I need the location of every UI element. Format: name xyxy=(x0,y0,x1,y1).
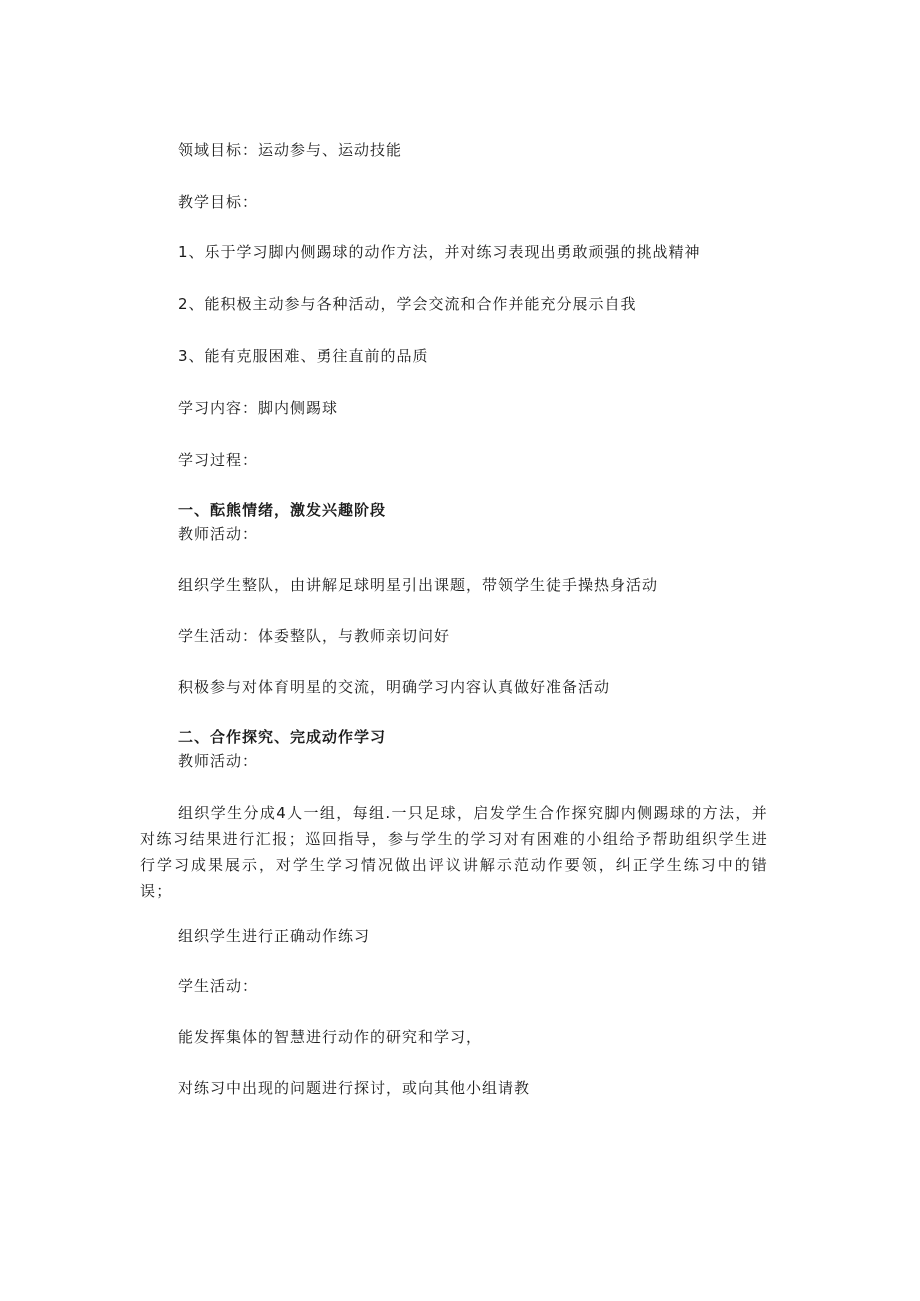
student-activity-text-2a: 能发挥集体的智慧进行动作的研究和学习， xyxy=(178,1028,483,1046)
teacher-activity-paragraph-2: 组织学生分成4人一组，每组.一只足球，启发学生合作探究脚内侧踢球的方法，并对练习结果进行汇报；巡回指导，参与学生的学习对有困难的小组给予帮助组织学生进行学习成果展示，对学生学习情况做出评议讲解示范动作要领，纠正学生练习中的错误； xyxy=(140,804,768,900)
teacher-activity-text-1: 组织学生整队，由讲解足球明星引出课题，带领学生徒手操热身活动 xyxy=(178,576,659,594)
stage-2-heading: 二、合作探究、完成动作学习 xyxy=(178,728,387,746)
stage-1-heading: 一、酝熊情绪，激发兴趣阶段 xyxy=(178,501,387,519)
student-activity-label-2: 学生活动： xyxy=(178,977,259,995)
goal-item-3: 3、能有克服困难、勇往直前的品质 xyxy=(178,347,429,365)
learning-content-line: 学习内容：脚内侧踢球 xyxy=(178,399,339,417)
student-activity-text-2b: 对练习中出现的问题进行探讨，或向其他小组请教 xyxy=(178,1079,531,1097)
domain-goal-line: 领域目标：运动参与、运动技能 xyxy=(178,141,403,159)
teacher-activity-label-2: 教师活动： xyxy=(178,752,259,770)
teacher-activity-label-1: 教师活动： xyxy=(178,525,259,543)
goal-item-2: 2、能积极主动参与各种活动，学会交流和合作并能充分展示自我 xyxy=(178,295,637,313)
learning-process-label: 学习过程： xyxy=(178,451,259,469)
teaching-goal-label: 教学目标： xyxy=(178,193,259,211)
student-activity-text-1: 积极参与对体育明星的交流，明确学习内容认真做好准备活动 xyxy=(178,678,611,696)
teacher-activity-text-2: 组织学生进行正确动作练习 xyxy=(178,927,371,945)
student-activity-line-1: 学生活动：体委整队，与教师亲切问好 xyxy=(178,627,451,645)
goal-item-1: 1、乐于学习脚内侧踢球的动作方法，并对练习表现出勇敢顽强的挑战精神 xyxy=(178,243,701,261)
